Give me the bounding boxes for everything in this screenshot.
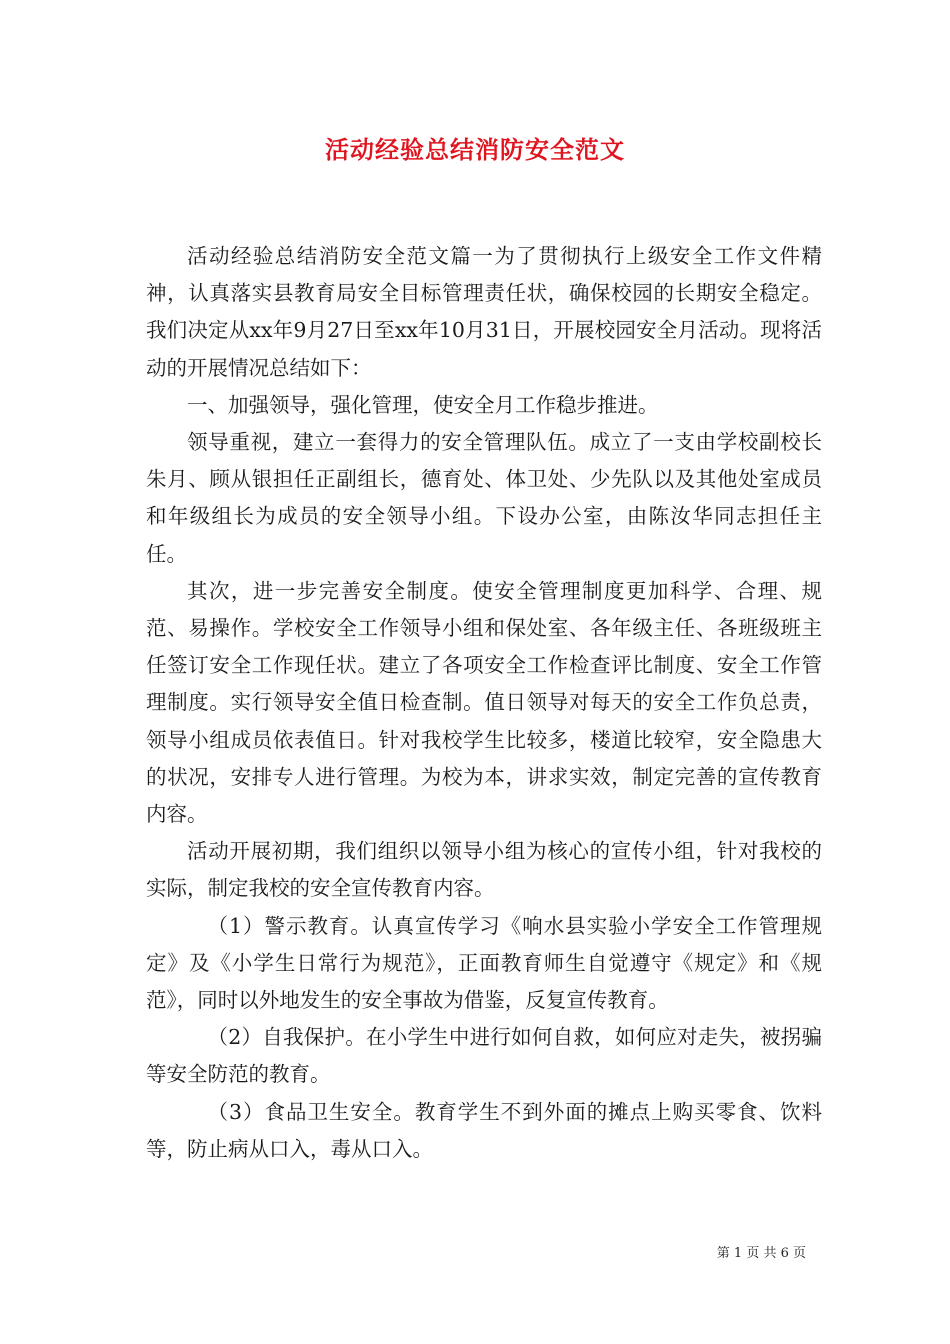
document-body <box>146 238 822 1168</box>
paragraph-item-3: （3）食品卫生安全。教育学生不到外面的摊点上购买零食、饮料等，防止病从口入，毒从口入。 <box>146 1099 822 1161</box>
page-number: 第 1 页 共 6 页 <box>716 1246 806 1261</box>
paragraph-leadership: 领导重视，建立一套得力的安全管理队伍。成立了一支由学校副校长朱月、顾从银担任正副组长，德育处、体卫处、少先队以及其他处室成员和年级组长为成员的安全领导小组。下设办公室，由陈汝华同志担任主任。 <box>146 430 822 566</box>
paragraph-section-heading: 一、加强领导，强化管理，使安全月工作稳步推进。 <box>187 392 659 417</box>
paragraph-system: 其次，进一步完善安全制度。使安全管理制度更加科学、合理、规范、易操作。学校安全工作领导小组和保处室、各年级主任、各班级班主任签订安全工作现任状。建立了各项安全工作检查评比制度、安全工作管理制度。实行领导安全值日检查制。值日领导对每天的安全工作负总责，领导小组成员依表值日。针对我校学生比较多，楼道比较窄，安全隐患大的状况，安排专人进行管理。为校为本，讲求实效，制定完善的宣传教育内容。 <box>146 578 822 827</box>
paragraph-item-2: （2）自我保护。在小学生中进行如何自救，如何应对走失，被拐骗等安全防范的教育。 <box>146 1025 822 1087</box>
paragraph-item-1: （1）警示教育。认真宣传学习《响水县实验小学安全工作管理规定》及《小学生日常行为规范》，正面教育师生自觉遵守《规定》和《规范》，同时以外地发生的安全事故为借鉴，反复宣传教育。 <box>146 913 822 1013</box>
document-title: 活动经验总结消防安全范文 <box>325 135 625 164</box>
paragraph-campaign: 活动开展初期，我们组织以领导小组为核心的宣传小组，针对我校的实际，制定我校的安全宣传教育内容。 <box>146 839 822 901</box>
paragraph-intro: 活动经验总结消防安全范文篇一为了贯彻执行上级安全工作文件精神，认真落实县教育局安全目标管理责任状，确保校园的长期安全稳定。我们决定从xx年9月27日至xx年10月31日，开展校园安全月活动。现将活动的开展情况总结如下： <box>146 244 822 380</box>
